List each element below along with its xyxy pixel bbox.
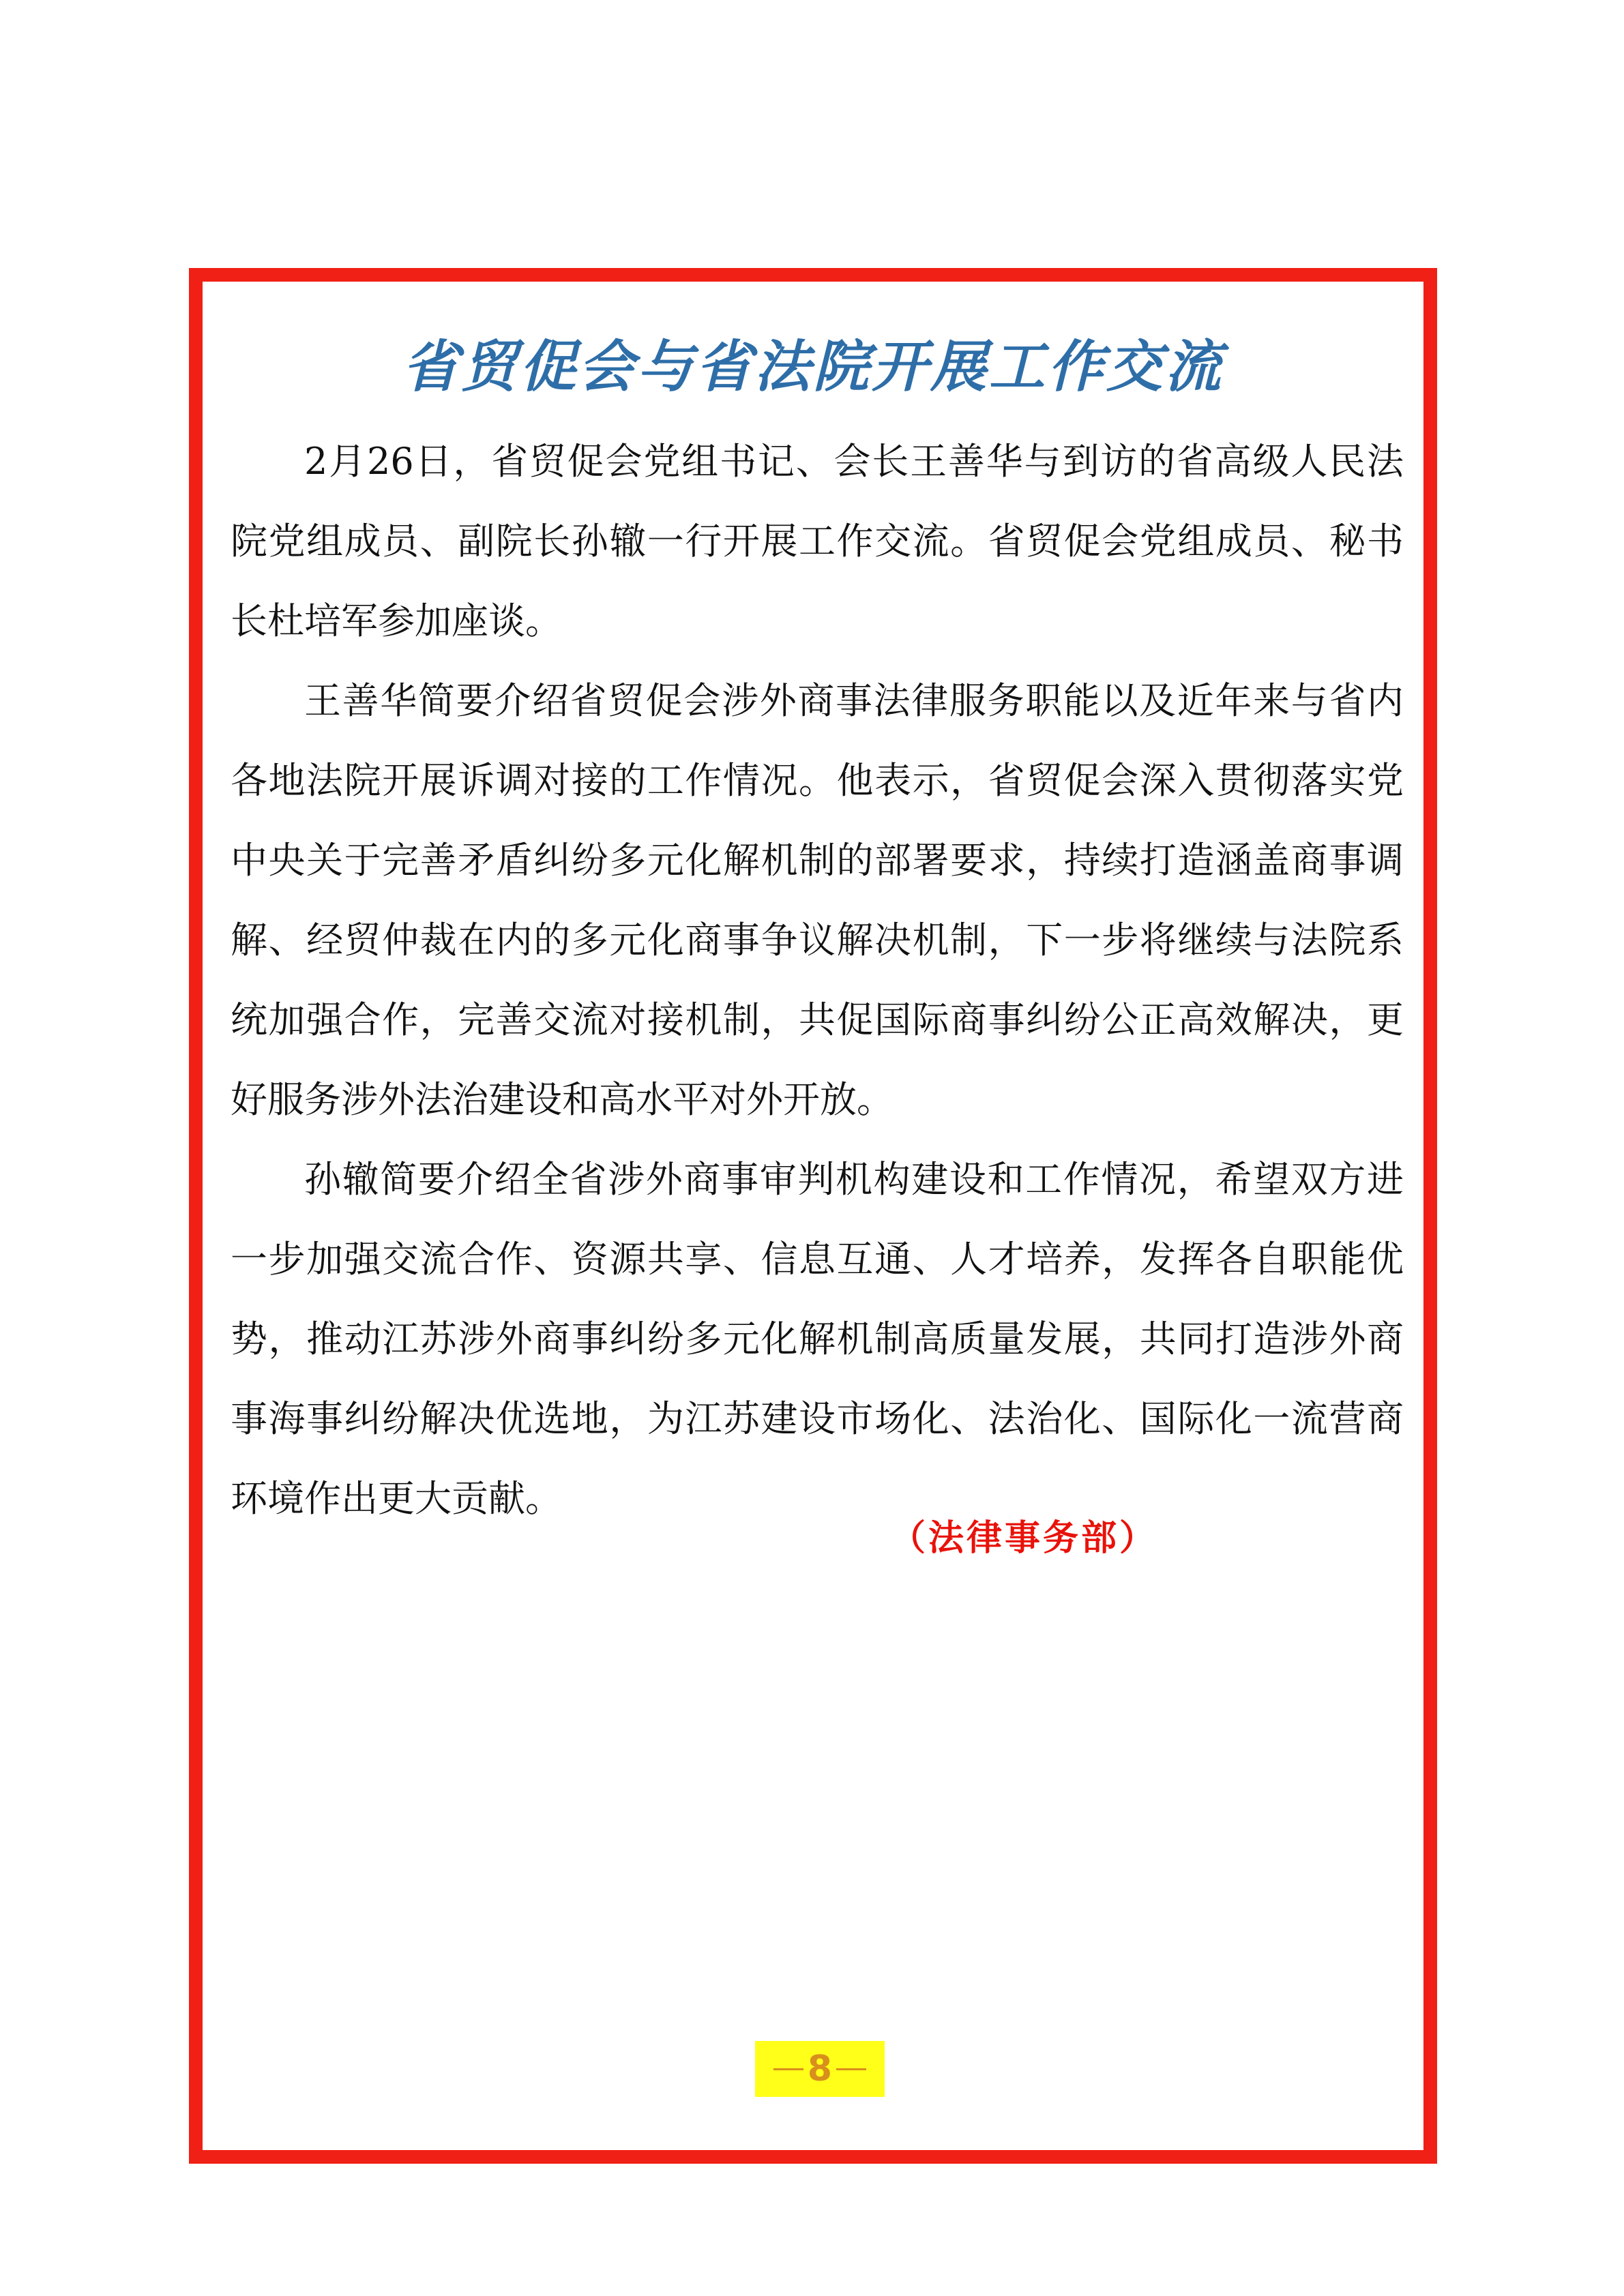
dash-left xyxy=(773,2068,803,2070)
paragraph-1: 2月26日，省贸促会党组书记、会长王善华与到访的省高级人民法院党组成员、副院长孙辙一行开展工作交流。省贸促会党组成员、秘书长杜培军参加座谈。 xyxy=(231,440,1404,642)
paragraph-2: 王善华简要介绍省贸促会涉外商事法律服务职能以及近年来与省内各地法院开展诉调对接的工作情况。他表示，省贸促会深入贯彻落实党中央关于完善矛盾纠纷多元化解机制的部署要求，持续打造涵盖商事调解、经贸仲裁在内的多元化商事争议解决机制，下一步将继续与法院系统加强合作，完善交流对接机制，共促国际商事纠纷公正高效解决，更好服务涉外法治建设和高水平对外开放。 xyxy=(231,679,1404,1121)
department-signature: （法律事务部） xyxy=(889,1517,1157,1559)
article-body xyxy=(231,421,1404,1538)
article-title: 省贸促会与省法院开展工作交流 xyxy=(402,334,1224,400)
page-number: 8 xyxy=(807,2048,833,2089)
page-number-badge xyxy=(755,2041,885,2097)
page-frame xyxy=(189,268,1437,2164)
dash-right xyxy=(836,2068,866,2070)
paragraph-3: 孙辙简要介绍全省涉外商事审判机构建设和工作情况，希望双方进一步加强交流合作、资源共享、信息互通、人才培养，发挥各自职能优势，推动江苏涉外商事纠纷多元化解机制高质量发展，共同打造涉外商事海事纠纷解决优选地，为江苏建设市场化、法治化、国际化一流营商环境作出更大贡献。 xyxy=(231,1158,1404,1520)
